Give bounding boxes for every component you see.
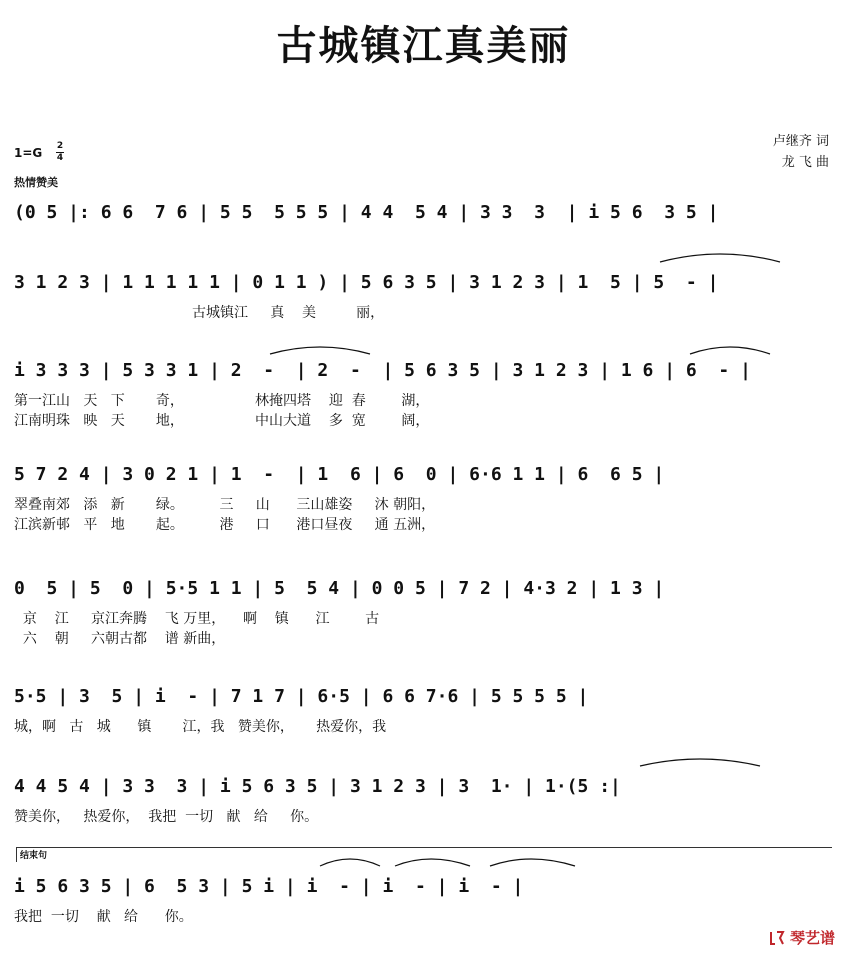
slur-arc xyxy=(690,347,770,354)
lyric-verse-1: 翠叠南郊 添 新 绿。 三 山 三山雄姿 沐 朝阳， xyxy=(14,497,436,513)
ending-label: 结束句 xyxy=(20,851,48,861)
lyric-verse-1: 赞美你， 热爱你， 我把 一切 献 给 你。 xyxy=(14,809,319,825)
composer-credit: 龙 飞 曲 xyxy=(781,155,829,170)
tempo-marking: 热情赞美 xyxy=(14,176,58,189)
notation-line: 4 4 5 4 | 3 3 3 | i 5 6 3 5 | 3 1 2 3 | 3 1· | 1·(5 :| xyxy=(14,776,621,797)
notation-line: 0 5 | 5 0 | 5·5 1 1 | 5 5 4 | 0 0 5 | 7 2 | 4·3 2 | 1 3 | xyxy=(14,578,665,599)
notation-line: (0 5 |: 6 6 7 6 | 5 5 5 5 5 | 4 4 5 4 | 3 3 3 | i 5 6 3 5 | xyxy=(14,202,719,223)
lyric-verse-1: 我把 一切 献 给 你。 xyxy=(14,909,193,925)
lyric-verse-2: 江滨新邨 平 地 起。 港 口 港口昼夜 通 五洲， xyxy=(14,517,436,533)
meter-top: 2 xyxy=(56,141,64,151)
lyricist-credit: 卢继齐 词 xyxy=(772,134,829,149)
watermark-text: 琴艺谱 xyxy=(789,929,835,947)
notation-line: 5·5 | 3 5 | i - | 7 1 7 | 6·5 | 6 6 7·6 | 5 5 5 5 | xyxy=(14,686,589,707)
key-signature: 1=G xyxy=(14,146,43,160)
slur-arc xyxy=(660,254,780,262)
lyric-verse-1: 城，啊 古 城 镇 江，我 赞美你， 热爱你，我 xyxy=(14,719,387,735)
meter-bottom: 4 xyxy=(56,153,64,163)
notation-line: i 5 6 3 5 | 6 5 3 | 5 i | i - | i - | i - | xyxy=(14,876,524,897)
lyric-verse-2: 江南明珠 映 天 地， 中山大道 多 宽 阔， xyxy=(14,413,430,429)
slur-arc xyxy=(640,759,760,766)
notation-line: 3 1 2 3 | 1 1 1 1 1 | 0 1 1 ) | 5 6 3 5 | 3 1 2 3 | 1 5 | 5 - | xyxy=(14,272,719,293)
lyric-verse-2: 六 朝 六朝古都 谱 新曲， xyxy=(14,631,226,647)
music-note-icon xyxy=(768,929,786,947)
notation-line: 5 7 2 4 | 3 0 2 1 | 1 - | 1 6 | 6 0 | 6·6 1 1 | 6 6 5 | xyxy=(14,464,665,485)
slur-arc xyxy=(270,347,370,354)
ending-bracket xyxy=(16,847,832,862)
lyric-verse-1: 古城镇江 真 美 丽， xyxy=(14,305,385,321)
notation-line: i 3 3 3 | 5 3 3 1 | 2 - | 2 - | 5 6 3 5 | 3 1 2 3 | 1 6 | 6 - | xyxy=(14,360,751,381)
watermark-logo xyxy=(768,927,835,948)
song-title: 古城镇江真美丽 xyxy=(276,22,571,69)
time-signature xyxy=(56,141,64,164)
lyric-verse-1: 第一江山 天 下 奇， 林掩四塔 迎 春 湖， xyxy=(14,393,430,409)
lyric-verse-1: 京 江 京江奔腾 飞 万里， 啊 镇 江 古 xyxy=(14,611,380,627)
